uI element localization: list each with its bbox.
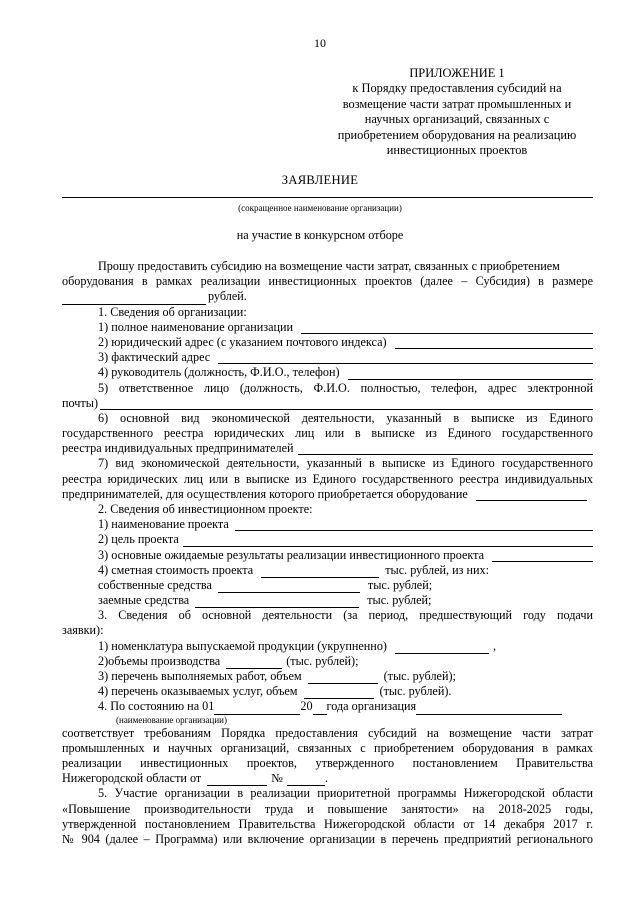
field-label: предпринимателей, для осуществления которого приобретается оборудование: [62, 486, 468, 501]
document-title: ЗАЯВЛЕНИЕ: [281, 173, 359, 187]
field-row: [62, 639, 593, 654]
resolution-number-field[interactable]: [287, 774, 325, 786]
field-label: 4) перечень оказываемых услуг, объем: [98, 684, 298, 699]
org-name-caption: (сокращенное наименование организации): [238, 203, 402, 213]
field-label: реестра индивидуальных предпринимателей: [62, 441, 294, 456]
field-label: 2)объемы производства: [98, 653, 221, 668]
field-label: 2) юридический адрес (с указанием почтового индекса): [98, 334, 387, 349]
paragraph-line: [62, 802, 593, 817]
paragraph-text: промышленных и научных организаций, связанных с приобретением оборудования в рамках: [62, 740, 593, 755]
intro-line: [62, 259, 593, 274]
field-label: 3) фактический адрес: [98, 350, 211, 365]
director-field[interactable]: [348, 368, 593, 380]
section-heading: [62, 305, 593, 320]
paragraph-text: соответствует требованиям Порядка предоставления субсидий на возмещение части затрат: [62, 725, 593, 740]
document-subtitle: на участие в конкурсном отборе: [236, 228, 404, 242]
paragraph-text: № 904 (далее – Программа) или включение организации в перечень предприятий регионального: [62, 831, 593, 846]
appendix-line: приобретением оборудования на реализацию: [337, 127, 577, 142]
project-name-field[interactable]: [235, 519, 593, 531]
org-name-field[interactable]: [62, 197, 593, 198]
form-body: [62, 259, 593, 847]
field-row: [62, 426, 593, 441]
organization-name-field[interactable]: [416, 703, 562, 715]
field-row: [62, 563, 593, 578]
field-row: [62, 487, 593, 502]
paragraph-line: [62, 832, 593, 847]
field-row: [62, 669, 593, 684]
field-row: [62, 320, 593, 335]
date-month-field[interactable]: [214, 703, 300, 715]
appendix-title: ПРИЛОЖЕНИЕ 1: [409, 66, 505, 80]
org-name-note: [62, 715, 593, 726]
field-row: [62, 771, 593, 786]
expected-results-field[interactable]: [492, 550, 593, 562]
field-label: 2) цель проекта: [98, 532, 179, 547]
section-2-heading: 2. Сведения об инвестиционном проекте:: [98, 501, 313, 516]
section-3-heading: 3. Сведения об основной деятельности (за период, предшествующий году подачи: [98, 608, 593, 623]
field-row: [62, 684, 593, 699]
field-label: реестра юридических лиц или в выписке из Единого государственного реестра индивидуальных: [62, 471, 593, 486]
paragraph-text: утвержденной постановлением Правительства Нижегородской области от 14 декабря 2017 г.: [62, 816, 593, 831]
section-heading: [62, 502, 593, 517]
field-unit: тыс. рублей;: [367, 577, 433, 592]
equipment-activity-field[interactable]: [476, 489, 587, 501]
field-label: .: [324, 771, 328, 786]
appendix-line: инвестиционных проектов: [386, 143, 528, 158]
subsidy-amount-field[interactable]: [62, 293, 206, 305]
date-year-field[interactable]: [313, 703, 327, 715]
paragraph-text: 5. Участие организации в реализации приоритетной программы Нижегородской области: [98, 786, 593, 801]
section-heading: [62, 608, 593, 623]
responsible-person-field[interactable]: [100, 398, 593, 410]
field-label: года организация: [326, 699, 417, 714]
own-funds-field[interactable]: [218, 581, 360, 593]
borrowed-funds-field[interactable]: [195, 596, 359, 608]
section-heading: [62, 624, 593, 639]
subsidy-amount-line: [62, 289, 593, 304]
works-volume-field[interactable]: [308, 672, 378, 684]
intro-line: [62, 274, 593, 289]
field-label: 3) перечень выполняемых работ, объем: [98, 669, 302, 684]
field-row: [62, 381, 593, 396]
appendix-header: [322, 66, 592, 158]
appendix-line: возмещение части затрат промышленных и: [342, 96, 572, 111]
field-row: [62, 548, 593, 563]
field-row: [62, 456, 593, 471]
field-label: 20: [300, 699, 313, 714]
services-volume-field[interactable]: [304, 687, 374, 699]
field-label: 6) основной вид экономической деятельности, указанный в выписке из Единого: [98, 410, 593, 425]
field-row: [62, 578, 593, 593]
paragraph-line: [62, 756, 593, 771]
field-label: почты): [62, 395, 99, 410]
field-label: 4) сметная стоимость проекта: [98, 562, 254, 577]
field-label: Нижегородской области от: [62, 771, 202, 786]
field-row: [62, 350, 593, 365]
field-row: [62, 532, 593, 547]
field-row: [62, 411, 593, 426]
field-row: [62, 396, 593, 411]
field-label: №: [271, 771, 283, 786]
product-range-field[interactable]: [395, 642, 489, 654]
actual-address-field[interactable]: [218, 352, 593, 364]
field-label: 1) полное наименование организации: [98, 319, 294, 334]
field-unit: ,: [492, 638, 497, 653]
paragraph-text: реализации инвестиционных проектов, утвержденного постановлением Правительства: [62, 756, 593, 770]
field-row: [62, 335, 593, 350]
field-row: [62, 472, 593, 487]
field-row: [62, 699, 593, 714]
project-goal-field[interactable]: [183, 535, 593, 547]
full-name-field[interactable]: [301, 322, 593, 334]
paragraph-line: [62, 726, 593, 741]
paragraph-text: «Повышение производительности труда и повышение занятости» на 2018-2025 годы,: [62, 801, 593, 816]
section-3-heading-cont: заявки):: [62, 623, 104, 638]
field-label: государственного реестра юридических лиц или в выписке из Единого государственного: [62, 426, 593, 441]
main-activity-field[interactable]: [298, 443, 593, 455]
field-label: заемные средства: [98, 593, 190, 608]
subsidy-amount-unit: рублей.: [208, 289, 247, 304]
estimated-cost-field[interactable]: [261, 566, 379, 578]
field-unit: (тыс. рублей);: [286, 653, 359, 668]
field-label: 5) ответственное лицо (должность, Ф.И.О. полностью, телефон, адрес электронной: [98, 380, 593, 395]
field-row: [62, 593, 593, 608]
field-label: 1) наименование проекта: [98, 517, 229, 532]
field-label: собственные средства: [98, 577, 212, 592]
field-unit: (тыс. рублей).: [379, 684, 452, 699]
appendix-line: к Порядку предоставления субсидий на: [352, 81, 562, 96]
paragraph-line: [62, 817, 593, 832]
field-row: [62, 517, 593, 532]
field-unit: тыс. рублей;: [367, 593, 432, 608]
field-label: 7) вид экономической деятельности, указанный в выписке из Единого государственного: [98, 456, 593, 471]
page-number: 10: [314, 36, 326, 50]
org-name-note-text: (наименование организации): [116, 714, 227, 725]
field-unit: (тыс. рублей);: [383, 669, 456, 684]
paragraph-line: [62, 741, 593, 756]
section-1-heading: 1. Сведения об организации:: [98, 304, 247, 319]
field-row: [62, 365, 593, 380]
legal-address-field[interactable]: [395, 337, 593, 349]
field-label: 4) руководитель (должность, Ф.И.О., телефон): [98, 365, 340, 380]
paragraph-line: [62, 786, 593, 801]
production-volume-field[interactable]: [226, 657, 282, 669]
field-label: 4. По состоянию на 01: [98, 699, 215, 714]
field-unit: тыс. рублей, из них:: [385, 562, 489, 577]
field-label: 1) номенклатура выпускаемой продукции (укрупненно): [98, 638, 387, 653]
resolution-date-field[interactable]: [207, 774, 267, 786]
field-row: [62, 654, 593, 669]
intro-text: Прошу предоставить субсидию на возмещение части затрат, связанных с приобретением: [98, 258, 560, 273]
field-row: [62, 441, 593, 456]
appendix-line: научных организаций, связанных с: [364, 112, 550, 127]
field-label: 3) основные ожидаемые результаты реализации инвестиционного проекта: [98, 547, 485, 562]
intro-text: оборудования в рамках реализации инвестиционных проектов (далее – Субсидия) в размере: [62, 274, 593, 289]
